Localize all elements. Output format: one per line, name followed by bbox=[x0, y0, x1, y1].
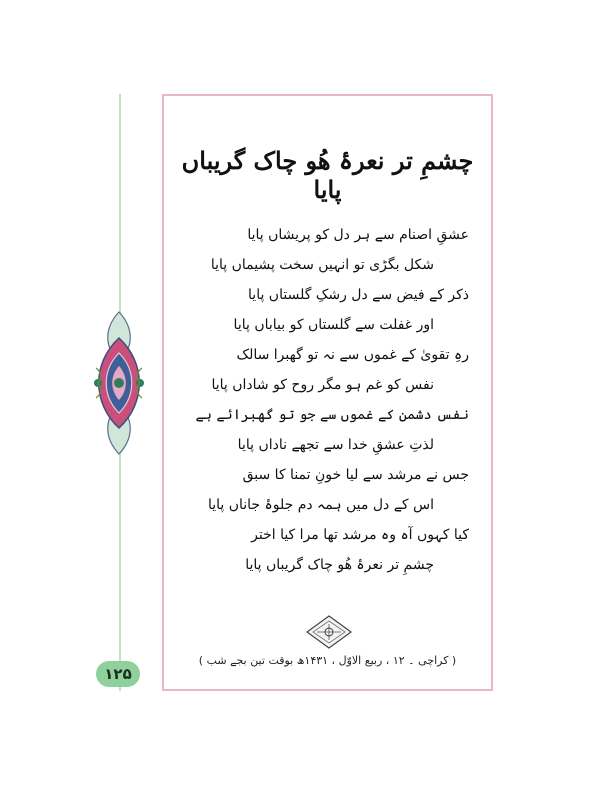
floral-ornament-icon bbox=[90, 308, 148, 458]
poem-line: اس کے دل میں ہمہ دم جلوۂ جاناں پایا bbox=[207, 497, 434, 513]
poem-line: کیا کہوں آہ وہ مرشد تھا مرا کیا اختر bbox=[251, 527, 469, 543]
seal-ornament-icon bbox=[305, 615, 353, 649]
poem-line: شکل بگڑی تو انہیں سخت پشیماں پایا bbox=[210, 257, 434, 273]
page-number: ۱۲۵ bbox=[96, 661, 140, 687]
date-footer: ( کراچی ۔ ۱۲ ، ربیع الاوّل ، ۱۴۳۱ھ بوقت تین بجے شب ) bbox=[198, 654, 457, 667]
poem-line: چشمِ تر نعرۂ ھُو چاک گریباں پایا bbox=[245, 557, 434, 573]
poem-line: رہِ تقویٰ کے غموں سے نہ تو گھبرا سالک bbox=[236, 347, 469, 363]
poem-line: عشقِ اصنام سے ہر دل کو پریشاں پایا bbox=[247, 227, 469, 243]
poem-line: نفس کو غم ہو مگر روح کو شاداں پایا bbox=[211, 377, 434, 393]
page-title: چشمِ تر نعرۂ ھُو چاک گریباں پایا bbox=[181, 146, 474, 204]
page-frame bbox=[162, 94, 493, 691]
poem-line: اور غفلت سے گلستاں کو بیاباں پایا bbox=[233, 317, 434, 333]
poem-verses bbox=[186, 220, 469, 580]
poem-line: لذتِ عشقِ خدا سے تجھے ناداں پایا bbox=[237, 437, 434, 453]
poem-line: ذکر کے فیض سے دل رشکِ گلستاں پایا bbox=[248, 287, 469, 303]
poem-line: نفس دشمن کے غموں سے جو تو گھبرائے ہے bbox=[195, 407, 469, 423]
poem-line: جس نے مرشد سے لیا خونِ تمنا کا سبق bbox=[242, 467, 469, 483]
